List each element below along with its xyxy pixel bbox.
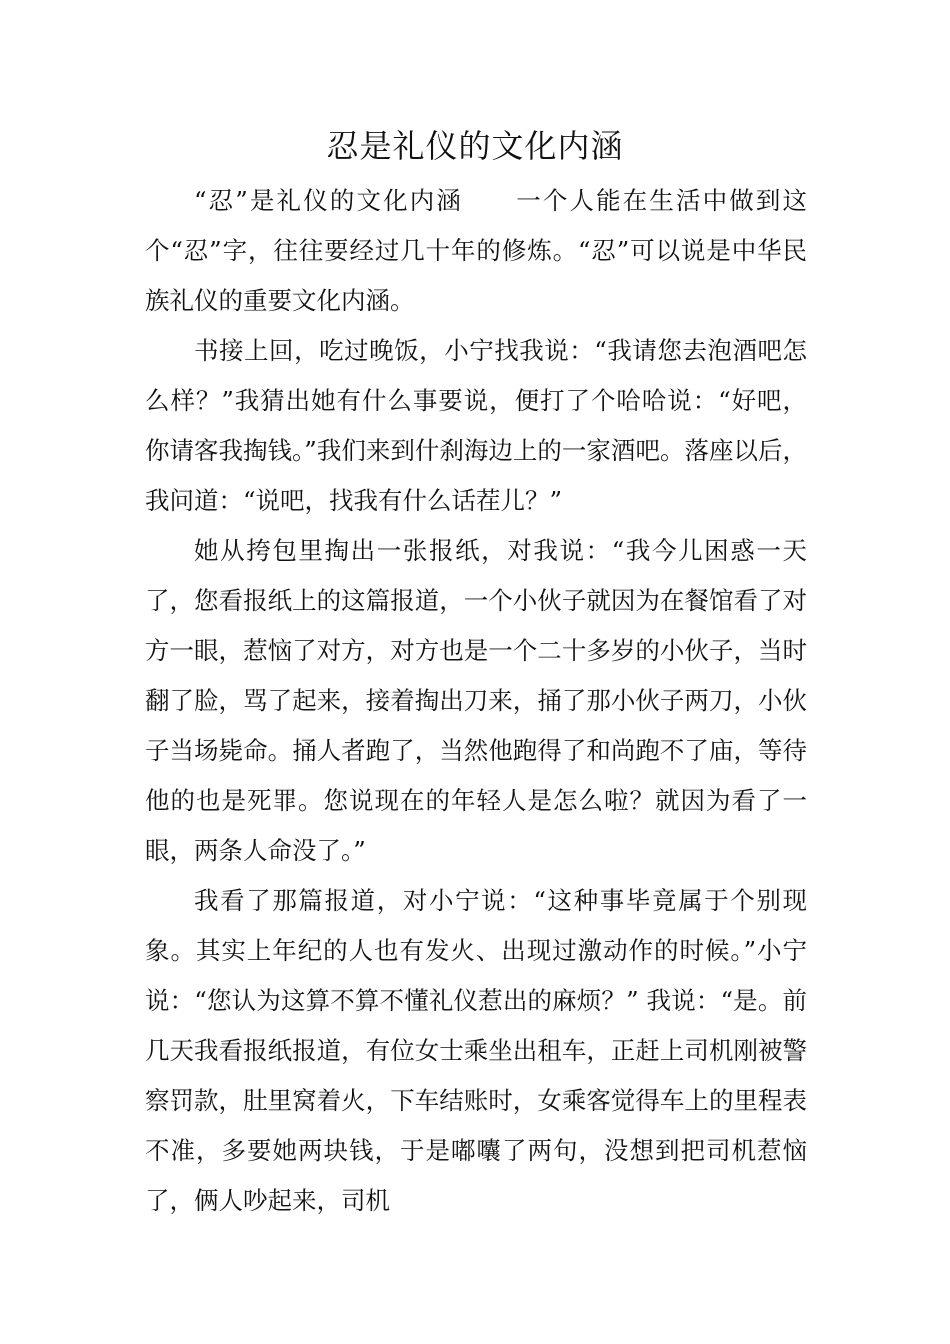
paragraph-2: 书接上回，吃过晚饭，小宁找我说：“我请您去泡酒吧怎么样？”我猜出她有什么事要说，便打了个哈哈说：“好吧，你请客我掏钱。”我们来到什刹海边上的一家酒吧。落座以后，我问道：“说吧，找我有什么话茬儿？” bbox=[145, 336, 807, 515]
paragraph-1: “忍”是礼仪的文化内涵 一个人能在生活中做到这个“忍”字，往往要经过几十年的修炼。“忍”可以说是中华民族礼仪的重要文化内涵。 bbox=[145, 186, 807, 315]
document-title: 忍是礼仪的文化内涵 bbox=[326, 127, 624, 165]
document-body bbox=[145, 176, 807, 1226]
paragraph-3: 她从挎包里掏出一张报纸，对我说：“我今儿困惑一天了，您看报纸上的这篇报道，一个小伙子就因为在餐馆看了对方一眼，惹恼了对方，对方也是一个二十多岁的小伙子，当时翻了脸，骂了起来，接着掏出刀来，捅了那小伙子两刀，小伙子当场毙命。捅人者跑了，当然他跑得了和尚跑不了庙，等待他的也是死罪。您说现在的年轻人是怎么啦？就因为看了一眼，两条人命没了。” bbox=[145, 536, 807, 865]
paragraph-4: 我看了那篇报道，对小宁说：“这种事毕竟属于个别现象。其实上年纪的人也有发火、出现过激动作的时候。”小宁说：“您认为这算不算不懂礼仪惹出的麻烦？” 我说：“是。前几天我看报纸报道，有位女士乘坐出租车，正赶上司机刚被警察罚款，肚里窝着火，下车结账时，女乘客觉得车上的里程表不准，多要她两块钱，于是嘟囔了两句，没想到把司机惹恼了，俩人吵起来，司机 bbox=[145, 886, 807, 1215]
